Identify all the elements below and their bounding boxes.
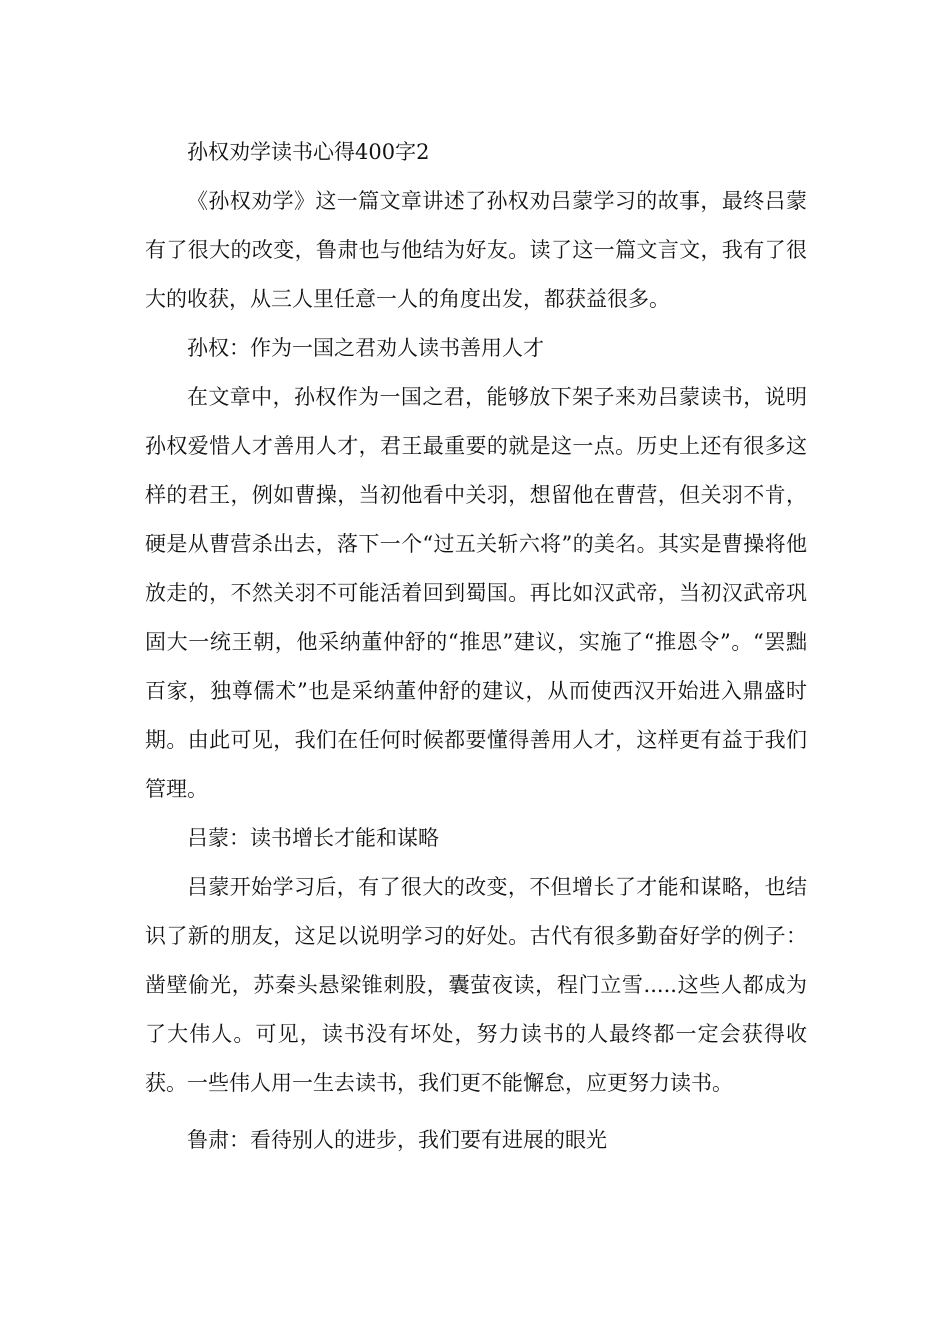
section-heading-sunquan: 孙权：作为一国之君劝人读书善用人才 bbox=[187, 336, 544, 360]
intro-paragraph: 《孙权劝学》这一篇文章讲述了孙权劝吕蒙学习的故事，最终吕蒙有了很大的改变，鲁肃也与他结为好友。读了这一篇文言文，我有了很大的收获，从三人里任意一人的角度出发，都获益很多。 bbox=[145, 189, 807, 311]
section-body-lvmeng: 吕蒙开始学习后，有了很大的改变，不但增长了才能和谋略，也结识了新的朋友，这足以说明学习的好处。古代有很多勤奋好学的例子：凿壁偷光，苏秦头悬梁锥刺股，囊萤夜读，程门立雪.....这些人都成为了大伟人。可见，读书没有坏处，努力读书的人最终都一定会获得收获。一些伟人用一生去读书，我们更不能懈怠，应更努力读书。 bbox=[145, 875, 807, 1095]
document-title: 孙权劝学读书心得400字2 bbox=[187, 140, 430, 164]
section-heading-lvmeng: 吕蒙：读书增长才能和谋略 bbox=[187, 826, 439, 850]
section-heading-lusu: 鲁肃：看待别人的进步，我们要有进展的眼光 bbox=[187, 1128, 607, 1152]
section-body-sunquan: 在文章中，孙权作为一国之君，能够放下架子来劝吕蒙读书，说明孙权爱惜人才善用人才，君王最重要的就是这一点。历史上还有很多这样的君王，例如曹操，当初他看中关羽，想留他在曹营，但关羽不肯，硬是从曹营杀出去，落下一个“过五关斩六将”的美名。其实是曹操将他放走的，不然关羽不可能活着回到蜀国。再比如汉武帝，当初汉武帝巩固大一统王朝，他采纳董仲舒的“推思”建议，实施了“推恩令”。“罢黜百家，独尊儒术”也是采纳董仲舒的建议，从而使西汉开始进入鼎盛时期。由此可见，我们在任何时候都要懂得善用人才，这样更有益于我们管理。 bbox=[145, 385, 807, 801]
document-body bbox=[145, 128, 807, 1165]
